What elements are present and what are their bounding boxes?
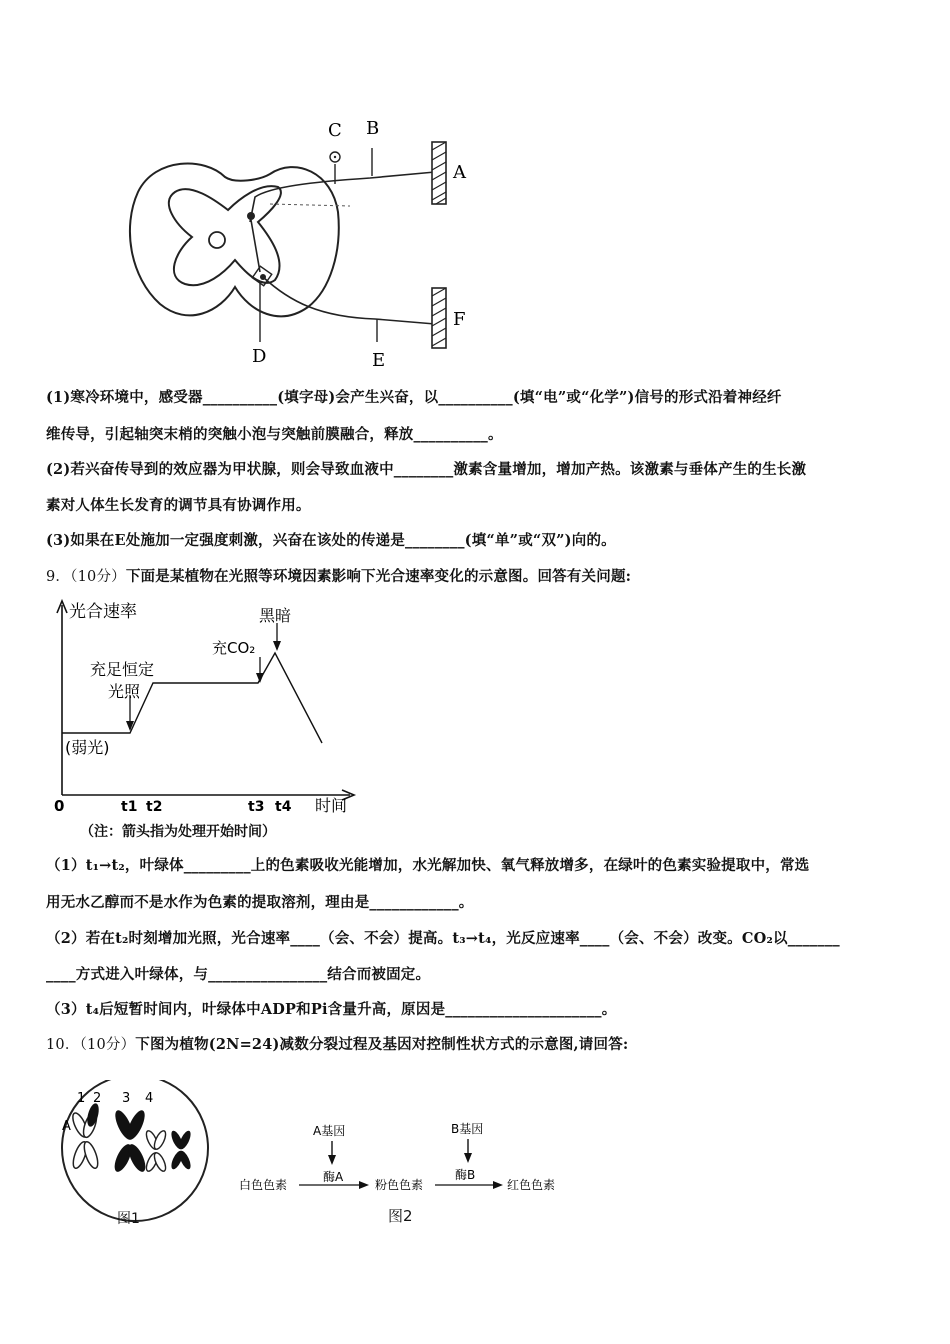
q9-number: 9． <box>46 569 71 585</box>
label-weak: (弱光) <box>65 738 110 757</box>
label-light-2: 光照 <box>108 682 141 701</box>
gene-a-label: A <box>62 1119 71 1134</box>
q8-line-4: 素对人体生长发育的调节具有协调作用。 <box>46 497 311 514</box>
q10-stem: 下图为植物(2N=24)减数分裂过程及基因对控制性状方式的示意图,请回答: <box>135 1036 629 1053</box>
q9-heading <box>46 565 631 586</box>
label-e: E <box>372 350 386 371</box>
q9-stem: 下面是某植物在光照等环境因素影响下光合速率变化的示意图。回答有关问题: <box>125 568 632 585</box>
photosynthesis-graph <box>45 595 375 820</box>
effector-a <box>432 142 446 204</box>
interneuron <box>251 220 260 272</box>
q8-line-1: (1)寒冷环境中，感受器__________(填字母)会产生兴奋，以__________(填“电”或“化学”)信号的形式沿着神经纤 <box>46 389 782 406</box>
tick-t1: t1 <box>121 799 138 815</box>
pink-pigment: 粉色色素 <box>375 1178 424 1192</box>
gene-a: A基因 <box>313 1124 346 1138</box>
chromosome-num-1: 1 <box>77 1091 86 1106</box>
chromosome-num-3: 3 <box>122 1091 131 1106</box>
tick-t2: t2 <box>146 799 163 815</box>
label-c: C <box>328 120 342 141</box>
chromosome-num-4: 4 <box>145 1091 154 1106</box>
q9-score: （10分） <box>70 569 126 585</box>
gray-matter <box>169 186 281 285</box>
q10-heading <box>46 1033 628 1054</box>
tick-t3: t3 <box>248 799 265 815</box>
q9-sub2-line-1: （2）若在t₂时刻增加光照，光合速率____（会、不会）提高。t₃→t₄，光反应速率____（会、不会）改变。CO₂以_______ <box>46 930 840 947</box>
dashed-path <box>270 204 350 206</box>
reflex-arc-figure <box>120 112 480 374</box>
label-a: A <box>453 162 466 183</box>
x-axis-label: 时间 <box>315 796 348 815</box>
white-pigment: 白色色素 <box>239 1178 288 1192</box>
motor-neuron <box>263 277 435 324</box>
red-pigment: 红色色素 <box>507 1178 556 1192</box>
q8-line-5: (3)如果在E处施加一定强度刺激，兴奋在该处的传递是________(填“单”或“双”)向的。 <box>46 532 616 549</box>
graph-note: （注：箭头指为处理开始时间） <box>80 824 276 840</box>
q8-line-3: (2)若兴奋传导到的效应器为甲状腺，则会导致血液中________激素含量增加，增加产热。该激素与垂体产生的生长激 <box>46 461 807 478</box>
enzyme-a: 酶A <box>323 1170 344 1184</box>
q9-sub1-line-2: 用无水乙醇而不是水作为色素的提取溶剂，理由是____________。 <box>46 894 474 911</box>
neuron-cell-body <box>247 212 255 220</box>
gene-b: B基因 <box>451 1122 484 1136</box>
enzyme-b: 酶B <box>455 1168 476 1182</box>
label-b: B <box>366 118 380 139</box>
q10-score: （10分） <box>79 1037 136 1053</box>
label-dark: 黑暗 <box>259 606 292 625</box>
chromosome-num-2: 2 <box>93 1091 102 1106</box>
figure-2-pathway <box>235 1115 575 1200</box>
origin-label: 0 <box>54 797 65 815</box>
sensory-neuron <box>250 172 435 222</box>
q9-sub2-line-2: ____方式进入叶绿体，与________________结合而被固定。 <box>46 966 431 983</box>
y-axis-label: 光合速率 <box>69 602 137 622</box>
tick-t4: t4 <box>275 799 292 815</box>
figure-1-caption: 图1 <box>117 1211 140 1227</box>
label-light-1: 充足恒定 <box>90 660 155 679</box>
q10-number: 10． <box>46 1037 80 1053</box>
central-canal <box>209 232 225 248</box>
q9-sub3-line-1: （3）t₄后短暂时间内，叶绿体中ADP和Pi含量升高，原因是_____________________。 <box>46 1001 617 1018</box>
label-d: D <box>252 346 267 367</box>
effector-f <box>432 288 446 348</box>
q8-line-2: 维传导，引起轴突末梢的突触小泡与突触前膜融合，释放__________。 <box>46 426 503 443</box>
label-co2: 充CO₂ <box>212 639 256 657</box>
figure-2-caption: 图2 <box>388 1207 413 1225</box>
q9-sub1-line-1: （1）t₁→t₂，叶绿体_________上的色素吸收光能增加，水光解加快、氧气释放增多，在绿叶的色素实验提取中，常选 <box>46 857 810 874</box>
label-f: F <box>453 309 466 330</box>
spinal-cord-outline <box>130 163 339 316</box>
